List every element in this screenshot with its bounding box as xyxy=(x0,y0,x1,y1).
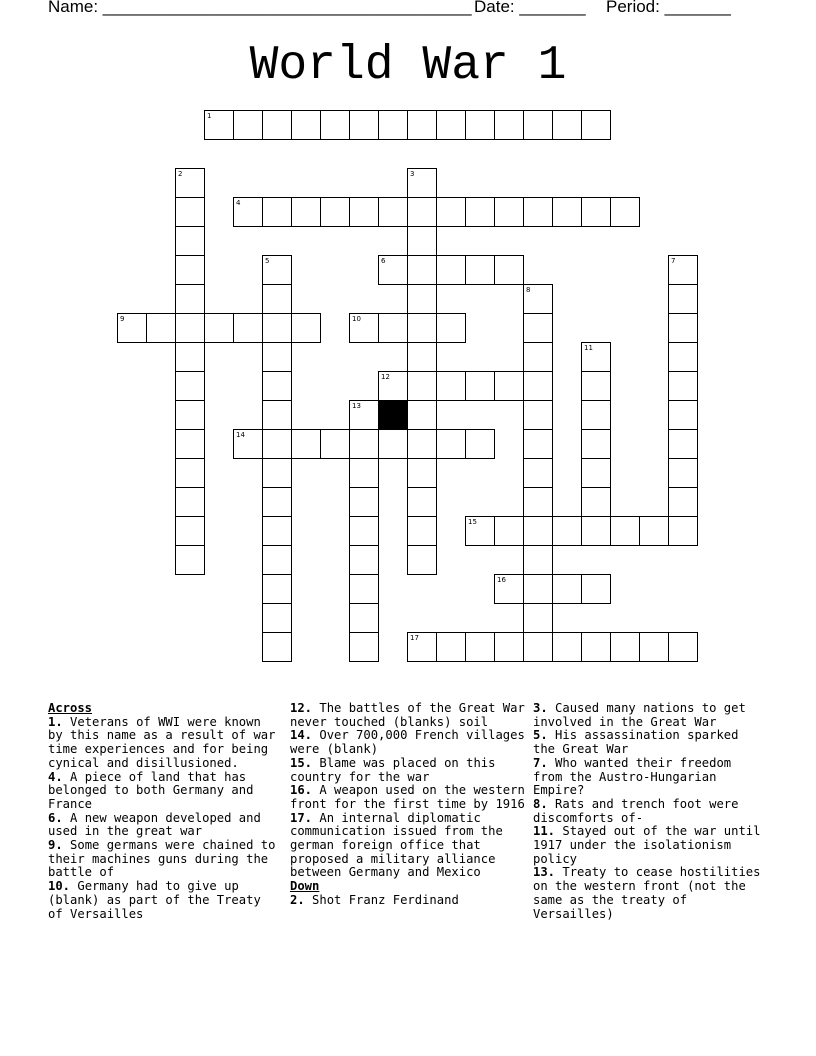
grid-cell[interactable] xyxy=(610,632,640,662)
clue-number: 15 xyxy=(468,518,477,526)
date-field[interactable]: Date: _______ xyxy=(474,0,586,16)
grid-cell[interactable] xyxy=(117,313,147,343)
grid-cell[interactable] xyxy=(175,255,205,285)
grid-cell[interactable] xyxy=(552,574,582,604)
clue-number: 14 xyxy=(236,431,245,439)
down-heading: Down xyxy=(290,879,320,894)
grid-cell[interactable] xyxy=(349,400,379,430)
grid-cell[interactable] xyxy=(581,632,611,662)
clue-number: 3 xyxy=(410,170,415,178)
grid-cell[interactable] xyxy=(378,110,408,140)
grid-cell[interactable] xyxy=(175,400,205,430)
grid-cell[interactable] xyxy=(494,110,524,140)
grid-cell[interactable] xyxy=(378,313,408,343)
clue-across-17: 17. An internal diplomatic communication issued from the german foreign office that proposed a military alliance between Germany and Mexico xyxy=(290,810,503,880)
grid-cell[interactable] xyxy=(407,371,437,401)
clue-number: 8 xyxy=(526,286,531,294)
grid-cell[interactable] xyxy=(378,371,408,401)
grid-cell[interactable] xyxy=(262,284,292,314)
grid-cell[interactable] xyxy=(175,226,205,256)
across-heading: Across xyxy=(48,701,93,715)
grid-cell[interactable] xyxy=(523,603,553,633)
name-field[interactable]: Name: _______________________________________ xyxy=(48,0,472,16)
period-field[interactable]: Period: _______ xyxy=(606,0,731,16)
clue-number: 7 xyxy=(671,257,676,265)
grid-cell[interactable] xyxy=(436,255,466,285)
grid-cell[interactable] xyxy=(175,487,205,517)
clue-number: 1 xyxy=(207,112,212,120)
grid-cell[interactable] xyxy=(465,632,495,662)
clue-across-9: 9. Some germans were chained to their machines guns during the battle of xyxy=(48,838,276,880)
grid-cell[interactable] xyxy=(581,197,611,227)
grid-cell[interactable] xyxy=(262,197,292,227)
grid-cell[interactable] xyxy=(465,371,495,401)
grid-cell[interactable] xyxy=(523,545,553,575)
grid-cell[interactable] xyxy=(639,516,669,546)
grid-cell[interactable] xyxy=(349,110,379,140)
grid-cell[interactable] xyxy=(523,429,553,459)
clue-number: 9 xyxy=(120,315,125,323)
grid-cell[interactable] xyxy=(146,313,176,343)
grid-cell[interactable] xyxy=(378,255,408,285)
grid-cell[interactable] xyxy=(291,429,321,459)
grid-cell[interactable] xyxy=(262,574,292,604)
grid-cell[interactable] xyxy=(407,516,437,546)
clue-down-2: 2. Shot Franz Ferdinand xyxy=(290,892,459,907)
grid-cell[interactable] xyxy=(494,516,524,546)
grid-cell[interactable] xyxy=(552,110,582,140)
clue-down-11: 11. Stayed out of the war until 1917 under the isolationism policy xyxy=(533,824,761,866)
grid-cell[interactable] xyxy=(668,284,698,314)
clue-number: 4 xyxy=(236,199,241,207)
grid-cell[interactable] xyxy=(581,342,611,372)
grid-cell[interactable] xyxy=(581,400,611,430)
clue-number: 5 xyxy=(265,257,270,265)
grid-cell[interactable] xyxy=(175,168,205,198)
grid-cell[interactable] xyxy=(407,429,437,459)
grid-cell[interactable] xyxy=(175,313,205,343)
grid-cell[interactable] xyxy=(668,458,698,488)
grid-cell[interactable] xyxy=(233,313,263,343)
grid-cell[interactable] xyxy=(523,487,553,517)
grid-cell[interactable] xyxy=(523,284,553,314)
grid-cell[interactable] xyxy=(349,313,379,343)
grid-cell[interactable] xyxy=(581,516,611,546)
grid-cell[interactable] xyxy=(262,487,292,517)
grid-cell[interactable] xyxy=(349,458,379,488)
grid-cell[interactable] xyxy=(668,342,698,372)
grid-cell[interactable] xyxy=(407,342,437,372)
grid-cell[interactable] xyxy=(291,110,321,140)
grid-cell[interactable] xyxy=(349,603,379,633)
grid-cell[interactable] xyxy=(349,574,379,604)
grid-cell[interactable] xyxy=(436,429,466,459)
grid-cell[interactable] xyxy=(349,487,379,517)
grid-cell[interactable] xyxy=(668,400,698,430)
grid-cell[interactable] xyxy=(581,487,611,517)
grid-cell[interactable] xyxy=(668,487,698,517)
grid-cell[interactable] xyxy=(523,110,553,140)
grid-cell[interactable] xyxy=(581,110,611,140)
grid-cell[interactable] xyxy=(610,197,640,227)
grid-cell[interactable] xyxy=(204,110,234,140)
grid-cell[interactable] xyxy=(262,342,292,372)
clue-number: 16 xyxy=(497,576,506,584)
grid-cell[interactable] xyxy=(204,313,234,343)
grid-cell[interactable] xyxy=(523,458,553,488)
grid-cell[interactable] xyxy=(262,255,292,285)
grid-cell[interactable] xyxy=(436,632,466,662)
grid-cell[interactable] xyxy=(175,458,205,488)
grid-cell[interactable] xyxy=(262,429,292,459)
grid-cell[interactable] xyxy=(407,487,437,517)
grid-cell[interactable] xyxy=(668,632,698,662)
grid-cell[interactable] xyxy=(175,284,205,314)
grid-cell[interactable] xyxy=(349,545,379,575)
clue-number: 17 xyxy=(410,634,419,642)
grid-cell[interactable] xyxy=(494,371,524,401)
grid-cell[interactable] xyxy=(552,632,582,662)
grid-cell[interactable] xyxy=(581,429,611,459)
clue-across-1: 1. Veterans of WWI were known by this name as a result of war time experiences and for being cynical and disillusioned. xyxy=(48,714,276,770)
grid-cell[interactable] xyxy=(523,632,553,662)
grid-cell[interactable] xyxy=(465,255,495,285)
grid-cell[interactable] xyxy=(668,429,698,459)
clue-number: 2 xyxy=(178,170,183,178)
grid-cell[interactable] xyxy=(262,603,292,633)
grid-cell[interactable] xyxy=(378,429,408,459)
grid-cell[interactable] xyxy=(465,110,495,140)
grid-cell[interactable] xyxy=(407,458,437,488)
clue-down-8: 8. Rats and trench foot were discomforts of- xyxy=(533,796,739,825)
grid-cell[interactable] xyxy=(523,313,553,343)
clue-down-7: 7. Who wanted their freedom from the Austro-Hungarian Empire? xyxy=(533,755,732,798)
grid-cell[interactable] xyxy=(349,632,379,662)
grid-cell[interactable] xyxy=(407,284,437,314)
grid-cell[interactable] xyxy=(494,574,524,604)
grid-cell[interactable] xyxy=(436,197,466,227)
grid-cell[interactable] xyxy=(436,110,466,140)
grid-cell[interactable] xyxy=(494,197,524,227)
grid-cell[interactable] xyxy=(407,313,437,343)
grid-cell[interactable] xyxy=(407,197,437,227)
grid-cell[interactable] xyxy=(668,313,698,343)
grid-cell[interactable] xyxy=(407,632,437,662)
grid-cell[interactable] xyxy=(523,516,553,546)
grid-cell[interactable] xyxy=(175,197,205,227)
grid-cell[interactable] xyxy=(175,516,205,546)
grid-cell[interactable] xyxy=(233,197,263,227)
clue-number: 6 xyxy=(381,257,386,265)
grid-cell[interactable] xyxy=(523,400,553,430)
grid-cell[interactable] xyxy=(233,429,263,459)
grid-cell[interactable] xyxy=(552,516,582,546)
grid-cell[interactable] xyxy=(262,400,292,430)
grid-cell[interactable] xyxy=(436,371,466,401)
grid-cell[interactable] xyxy=(262,632,292,662)
clue-number: 10 xyxy=(352,315,361,323)
grid-cell[interactable] xyxy=(407,168,437,198)
grid-cell[interactable] xyxy=(581,458,611,488)
grid-cell[interactable] xyxy=(610,516,640,546)
grid-cell[interactable] xyxy=(668,371,698,401)
clue-down-13: 13. Treaty to cease hostilities on the western front (not the same as the treaty of Versailles) xyxy=(533,865,761,921)
grid-cell[interactable] xyxy=(523,371,553,401)
grid-cell[interactable] xyxy=(320,110,350,140)
grid-block xyxy=(378,400,408,430)
grid-cell[interactable] xyxy=(349,197,379,227)
grid-cell[interactable] xyxy=(523,342,553,372)
clue-across-14: 14. Over 700,000 French villages were (blank) xyxy=(290,728,525,757)
clue-across-4: 4. A piece of land that has belonged to both Germany and France xyxy=(48,769,254,811)
grid-cell[interactable] xyxy=(465,429,495,459)
grid-cell[interactable] xyxy=(668,255,698,285)
grid-cell[interactable] xyxy=(349,429,379,459)
grid-cell[interactable] xyxy=(175,429,205,459)
clue-across-12: 12. The battles of the Great War never touched (blanks) soil xyxy=(290,701,525,729)
grid-cell[interactable] xyxy=(175,371,205,401)
grid-cell[interactable] xyxy=(581,371,611,401)
clue-column-2 xyxy=(290,702,526,908)
grid-cell[interactable] xyxy=(262,371,292,401)
grid-cell[interactable] xyxy=(465,516,495,546)
grid-cell[interactable] xyxy=(407,255,437,285)
grid-cell[interactable] xyxy=(262,545,292,575)
grid-cell[interactable] xyxy=(262,516,292,546)
page-title: World War 1 xyxy=(249,39,567,93)
clue-column-3 xyxy=(533,702,765,921)
grid-cell[interactable] xyxy=(320,197,350,227)
grid-cell[interactable] xyxy=(436,313,466,343)
grid-cell[interactable] xyxy=(581,574,611,604)
grid-cell[interactable] xyxy=(175,342,205,372)
grid-cell[interactable] xyxy=(262,110,292,140)
grid-cell[interactable] xyxy=(320,429,350,459)
clue-across-15: 15. Blame was placed on this country for the war xyxy=(290,755,496,784)
clue-across-10: 10. Germany had to give up (blank) as part of the Treaty of Versailles xyxy=(48,879,261,921)
grid-cell[interactable] xyxy=(407,110,437,140)
grid-cell[interactable] xyxy=(494,632,524,662)
grid-cell[interactable] xyxy=(407,545,437,575)
grid-cell[interactable] xyxy=(378,197,408,227)
grid-cell[interactable] xyxy=(639,632,669,662)
clue-across-6: 6. A new weapon developed and used in the great war xyxy=(48,810,261,839)
grid-cell[interactable] xyxy=(523,574,553,604)
grid-cell[interactable] xyxy=(291,313,321,343)
grid-cell[interactable] xyxy=(262,458,292,488)
clue-across-16: 16. A weapon used on the western front for the first time by 1916 xyxy=(290,783,525,811)
clue-down-5: 5. His assassination sparked the Great War xyxy=(533,728,739,757)
grid-cell[interactable] xyxy=(407,226,437,256)
grid-cell[interactable] xyxy=(349,516,379,546)
grid-cell[interactable] xyxy=(668,516,698,546)
grid-cell[interactable] xyxy=(291,197,321,227)
grid-cell[interactable] xyxy=(175,545,205,575)
grid-cell[interactable] xyxy=(233,110,263,140)
clue-number: 12 xyxy=(381,373,390,381)
clue-number: 11 xyxy=(584,344,593,352)
clue-down-3: 3. Caused many nations to get involved in the Great War xyxy=(533,701,746,729)
grid-cell[interactable] xyxy=(465,197,495,227)
grid-cell[interactable] xyxy=(523,197,553,227)
grid-cell[interactable] xyxy=(262,313,292,343)
grid-cell[interactable] xyxy=(494,255,524,285)
grid-cell[interactable] xyxy=(552,197,582,227)
clue-column-1 xyxy=(48,702,280,921)
grid-cell[interactable] xyxy=(407,400,437,430)
clue-number: 13 xyxy=(352,402,361,410)
